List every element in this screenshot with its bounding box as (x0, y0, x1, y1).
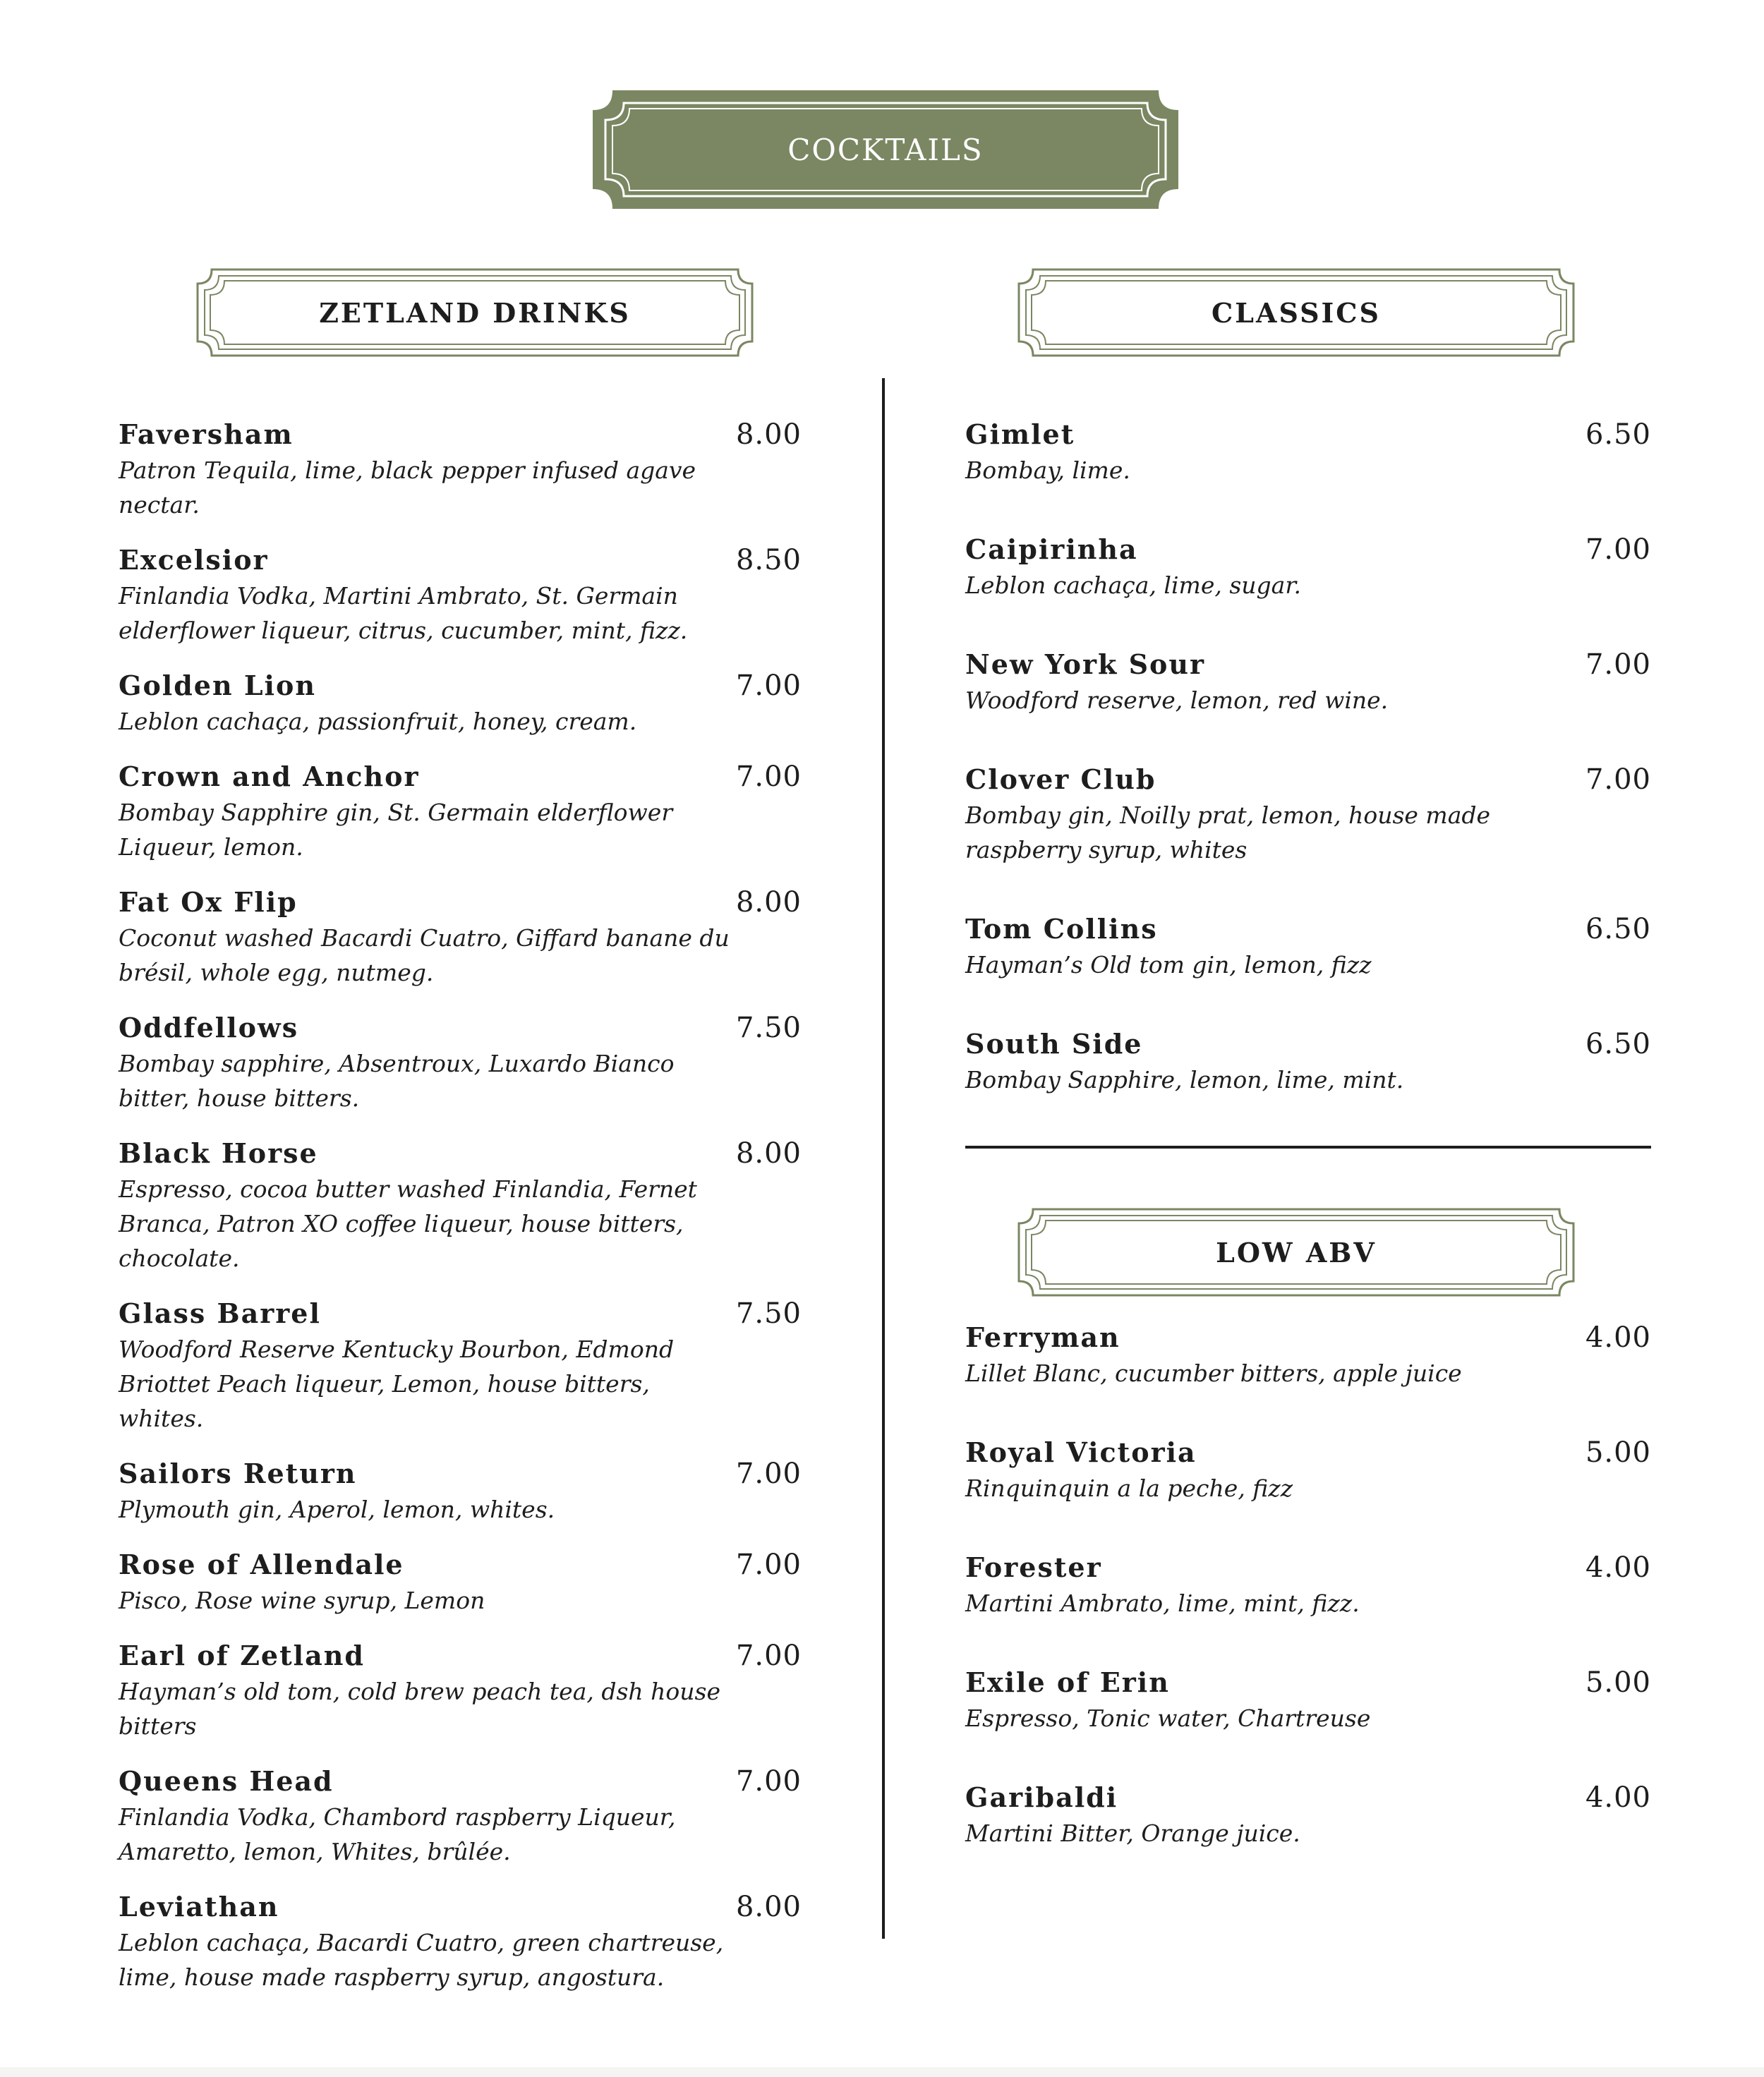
drink-price: 7.00 (735, 670, 802, 702)
drink-description: Finlandia Vodka, Martini Ambrato, St. Germain elderflower liqueur, citrus, cucumber, mint, fizz. (119, 582, 688, 644)
menu-item (119, 1546, 802, 1618)
column-divider (882, 378, 885, 1939)
drink-description: Finlandia Vodka, Chambord raspberry Liqueur, Amaretto, lemon, Whites, brûlée. (119, 1803, 676, 1865)
drink-price: 6.50 (1585, 418, 1651, 451)
menu-item (965, 1026, 1651, 1097)
menu-item (965, 646, 1651, 717)
page-title: COCKTAILS (787, 132, 984, 167)
drink-description: Woodford reserve, lemon, red wine. (965, 686, 1389, 714)
drink-name: Tom Collins (965, 913, 1158, 945)
drink-name: Queens Head (119, 1765, 334, 1797)
drink-price: 8.00 (735, 1137, 802, 1170)
menu-item (965, 761, 1651, 867)
drink-price: 7.00 (1585, 533, 1651, 566)
classics-list (965, 416, 1651, 1141)
menu-item (119, 758, 802, 864)
drink-name: Exile of Erin (965, 1666, 1170, 1698)
section-title-low-abv: LOW ABV (1216, 1236, 1377, 1268)
drink-name: Fat Ox Flip (119, 886, 298, 918)
menu-item (965, 911, 1651, 982)
drink-price: 7.50 (735, 1012, 802, 1044)
drink-price: 7.00 (1585, 648, 1651, 681)
drink-price: 6.50 (1585, 1028, 1651, 1060)
section-title-zetland: ZETLAND DRINKS (319, 296, 631, 329)
menu-item (965, 416, 1651, 488)
drink-name: Rose of Allendale (119, 1549, 404, 1580)
drink-description: Bombay, lime. (965, 456, 1130, 484)
drink-price: 4.00 (1585, 1781, 1651, 1814)
menu-item (965, 1664, 1651, 1736)
menu-item (119, 667, 802, 739)
drink-description: Lillet Blanc, cucumber bitters, apple juice (965, 1360, 1462, 1387)
drink-name: Oddfellows (119, 1012, 299, 1043)
drink-name: Sailors Return (119, 1458, 357, 1489)
drink-price: 4.00 (1585, 1321, 1651, 1354)
drink-price: 7.00 (735, 1765, 802, 1798)
drink-description: Bombay gin, Noilly prat, lemon, house made raspberry syrup, whites (965, 801, 1491, 864)
drink-name: Crown and Anchor (119, 761, 420, 792)
drink-description: Bombay sapphire, Absentroux, Luxardo Bianco bitter, house bitters. (119, 1050, 675, 1112)
drink-price: 8.50 (735, 544, 802, 576)
drink-description: Plymouth gin, Aperol, lemon, whites. (119, 1496, 555, 1523)
drink-price: 5.00 (1585, 1666, 1651, 1699)
drink-name: Glass Barrel (119, 1297, 321, 1329)
drink-price: 8.00 (735, 1891, 802, 1923)
section-plaque-classics (1017, 268, 1575, 357)
menu-item (965, 1779, 1651, 1851)
zetland-drinks-list (119, 416, 802, 2014)
drink-price: 7.00 (735, 761, 802, 793)
drink-description: Leblon cachaça, Bacardi Cuatro, green chartreuse, lime, house made raspberry syrup, angostura. (119, 1929, 724, 1991)
drink-price: 7.00 (735, 1549, 802, 1581)
drink-description: Espresso, cocoa butter washed Finlandia, Fernet Branca, Patron XO coffee liqueur, house bitters, chocolate. (119, 1175, 697, 1272)
drink-name: Caipirinha (965, 533, 1138, 565)
drink-name: Black Horse (119, 1137, 318, 1169)
menu-item (965, 531, 1651, 602)
section-plaque-low-abv (1017, 1208, 1575, 1297)
drink-description: Pisco, Rose wine syrup, Lemon (119, 1587, 485, 1614)
drink-description: Hayman’s old tom, cold brew peach tea, dsh house bitters (119, 1678, 720, 1740)
menu-item (119, 1010, 802, 1115)
section-divider (965, 1146, 1651, 1149)
menu-item (119, 1637, 802, 1743)
drink-price: 8.00 (735, 886, 802, 919)
drink-description: Espresso, Tonic water, Chartreuse (965, 1704, 1371, 1732)
menu-item (119, 1455, 802, 1527)
drink-price: 4.00 (1585, 1551, 1651, 1584)
drink-name: Clover Club (965, 763, 1156, 795)
drink-description: Hayman’s Old tom gin, lemon, fizz (965, 951, 1372, 979)
low-abv-list (965, 1319, 1651, 1894)
drink-description: Coconut washed Bacardi Cuatro, Giffard banane du brésil, whole egg, nutmeg. (119, 924, 730, 986)
drink-name: Ferryman (965, 1321, 1120, 1353)
drink-description: Martini Bitter, Orange juice. (965, 1819, 1300, 1847)
drink-name: Forester (965, 1551, 1102, 1583)
menu-item (119, 1763, 802, 1869)
drink-name: Excelsior (119, 544, 269, 576)
drink-name: New York Sour (965, 648, 1206, 680)
drink-name: Garibaldi (965, 1781, 1118, 1813)
drink-description: Bombay Sapphire, lemon, lime, mint. (965, 1066, 1404, 1094)
drink-description: Leblon cachaça, passionfruit, honey, cream. (119, 708, 637, 735)
menu-item (119, 1135, 802, 1276)
drink-name: South Side (965, 1028, 1143, 1060)
drink-price: 7.50 (735, 1297, 802, 1330)
menu-item (965, 1319, 1651, 1391)
menu-item (965, 1549, 1651, 1621)
drink-name: Faversham (119, 418, 294, 450)
section-plaque-zetland (196, 268, 754, 357)
drink-name: Leviathan (119, 1891, 279, 1922)
menu-item (119, 1889, 802, 1994)
drink-description: Bombay Sapphire gin, St. Germain elderflower Liqueur, lemon. (119, 799, 673, 861)
drink-price: 6.50 (1585, 913, 1651, 945)
drink-description: Woodford Reserve Kentucky Bourbon, Edmond Briottet Peach liqueur, Lemon, house bitters, whites. (119, 1336, 675, 1432)
section-title-classics: CLASSICS (1212, 296, 1381, 329)
drink-name: Golden Lion (119, 670, 316, 701)
menu-item (119, 1295, 802, 1436)
menu-item (119, 416, 802, 522)
drink-price: 7.00 (735, 1640, 802, 1672)
drink-price: 5.00 (1585, 1436, 1651, 1469)
drink-price: 7.00 (735, 1458, 802, 1490)
drink-name: Gimlet (965, 418, 1075, 450)
drink-description: Rinquinquin a la peche, fizz (965, 1475, 1293, 1502)
drink-price: 7.00 (1585, 763, 1651, 796)
page-bottom-band (0, 2067, 1764, 2077)
drink-description: Leblon cachaça, lime, sugar. (965, 571, 1301, 599)
drink-description: Martini Ambrato, lime, mint, fizz. (965, 1589, 1360, 1617)
menu-item (965, 1434, 1651, 1506)
drink-name: Royal Victoria (965, 1436, 1197, 1468)
drink-description: Patron Tequila, lime, black pepper infused agave nectar. (119, 456, 696, 519)
main-title-plaque (593, 90, 1178, 209)
menu-item (119, 542, 802, 648)
menu-item (119, 884, 802, 990)
drink-price: 8.00 (735, 418, 802, 451)
drink-name: Earl of Zetland (119, 1640, 365, 1671)
